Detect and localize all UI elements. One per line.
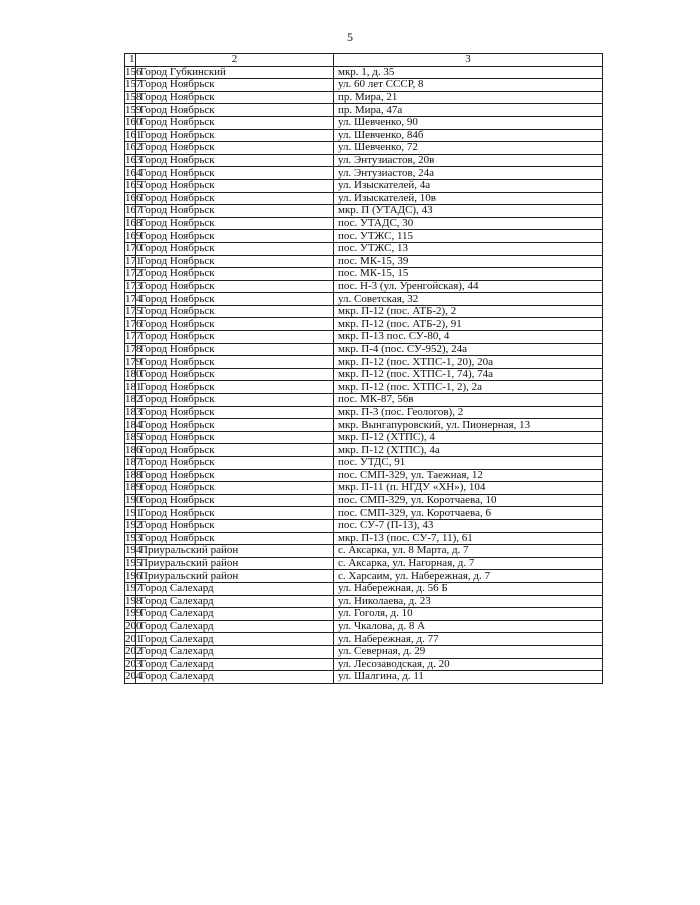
row-address: мкр. 1, д. 35 bbox=[334, 66, 603, 79]
table-header-row bbox=[125, 54, 603, 67]
row-address: пос. МК-15, 39 bbox=[334, 255, 603, 268]
row-address: пос. СУ-7 (П-13), 43 bbox=[334, 519, 603, 532]
row-locality: Город Ноябрьск bbox=[136, 192, 334, 205]
row-number: 181 bbox=[125, 380, 142, 393]
row-locality: Город Ноябрьск bbox=[136, 519, 334, 532]
table-row bbox=[125, 582, 603, 595]
row-address: ул. Гоголя, д. 10 bbox=[334, 608, 603, 621]
row-number: 178 bbox=[125, 342, 142, 355]
row-address: мкр. П-12 (пос. ХТПС-1, 2), 2а bbox=[334, 381, 603, 394]
row-locality: Город Ноябрьск bbox=[136, 343, 334, 356]
row-number: 175 bbox=[125, 305, 142, 318]
row-address: пр. Мира, 21 bbox=[334, 91, 603, 104]
row-address: с. Аксарка, ул. Нагорная, д. 7 bbox=[334, 557, 603, 570]
row-address: ул. Набережная, д. 77 bbox=[334, 633, 603, 646]
row-number: 166 bbox=[125, 191, 142, 204]
table-row bbox=[125, 595, 603, 608]
row-address: с. Аксарка, ул. 8 Марта, д. 7 bbox=[334, 545, 603, 558]
table-row bbox=[125, 519, 603, 532]
row-number: 184 bbox=[125, 418, 142, 431]
row-locality: Город Ноябрьск bbox=[136, 217, 334, 230]
row-locality: Город Ноябрьск bbox=[136, 469, 334, 482]
table-row bbox=[125, 154, 603, 167]
table-row bbox=[125, 205, 603, 218]
table-row bbox=[125, 381, 603, 394]
table-row bbox=[125, 142, 603, 155]
row-locality: Город Ноябрьск bbox=[136, 104, 334, 117]
row-locality: Город Ноябрьск bbox=[136, 167, 334, 180]
table-row bbox=[125, 343, 603, 356]
row-address: пос. МК-15, 15 bbox=[334, 268, 603, 281]
row-address: пос. СМП-329, ул. Коротчаева, 6 bbox=[334, 507, 603, 520]
row-address: пос. Н-3 (ул. Уренгойская), 44 bbox=[334, 280, 603, 293]
row-address: ул. Лесозаводская, д. 20 bbox=[334, 658, 603, 671]
row-locality: Город Ноябрьск bbox=[136, 230, 334, 243]
row-locality: Приуральский район bbox=[136, 545, 334, 558]
row-locality: Город Салехард bbox=[136, 645, 334, 658]
row-number: 169 bbox=[125, 229, 142, 242]
row-address: мкр. П-13 (пос. СУ-7, 11), 61 bbox=[334, 532, 603, 545]
row-address: с. Харсаим, ул. Набережная, д. 7 bbox=[334, 570, 603, 583]
table-body bbox=[125, 66, 603, 683]
row-locality: Город Ноябрьск bbox=[136, 482, 334, 495]
row-locality: Город Салехард bbox=[136, 595, 334, 608]
row-number: 200 bbox=[125, 620, 142, 633]
row-locality: Город Ноябрьск bbox=[136, 318, 334, 331]
table-row bbox=[125, 331, 603, 344]
row-locality: Город Ноябрьск bbox=[136, 381, 334, 394]
table-row bbox=[125, 368, 603, 381]
row-number: 157 bbox=[125, 78, 142, 91]
column-header-address: 3 bbox=[334, 54, 603, 67]
row-locality: Город Ноябрьск bbox=[136, 280, 334, 293]
table-row bbox=[125, 658, 603, 671]
row-number: 185 bbox=[125, 431, 142, 444]
row-number: 199 bbox=[125, 607, 142, 620]
row-number: 180 bbox=[125, 368, 142, 381]
row-number: 198 bbox=[125, 594, 142, 607]
row-locality: Город Ноябрьск bbox=[136, 205, 334, 218]
row-number: 165 bbox=[125, 179, 142, 192]
row-locality: Город Салехард bbox=[136, 582, 334, 595]
row-number: 201 bbox=[125, 632, 142, 645]
row-number: 168 bbox=[125, 217, 142, 230]
row-locality: Город Ноябрьск bbox=[136, 507, 334, 520]
row-address: пос. СМП-329, ул. Таежная, 12 bbox=[334, 469, 603, 482]
row-address: мкр. П-12 (пос. ХТПС-1, 20), 20а bbox=[334, 356, 603, 369]
table-row bbox=[125, 633, 603, 646]
row-address: ул. Шевченко, 84б bbox=[334, 129, 603, 142]
table-row bbox=[125, 230, 603, 243]
row-locality: Приуральский район bbox=[136, 557, 334, 570]
row-address: мкр. П-13 пос. СУ-80, 4 bbox=[334, 331, 603, 344]
page-number: 5 bbox=[347, 30, 353, 44]
row-address: ул. Николаева, д. 23 bbox=[334, 595, 603, 608]
table-row bbox=[125, 356, 603, 369]
row-locality: Город Ноябрьск bbox=[136, 431, 334, 444]
row-number: 196 bbox=[125, 569, 142, 582]
row-address: ул. Энтузиастов, 24а bbox=[334, 167, 603, 180]
table-row bbox=[125, 406, 603, 419]
row-locality: Город Ноябрьск bbox=[136, 255, 334, 268]
row-locality: Город Ноябрьск bbox=[136, 368, 334, 381]
row-address: ул. Северная, д. 29 bbox=[334, 645, 603, 658]
row-locality: Город Ноябрьск bbox=[136, 457, 334, 470]
table-row bbox=[125, 104, 603, 117]
row-address: пр. Мира, 47а bbox=[334, 104, 603, 117]
table-row bbox=[125, 280, 603, 293]
table-row bbox=[125, 293, 603, 306]
row-locality: Город Ноябрьск bbox=[136, 142, 334, 155]
row-address: пос. УТДС, 91 bbox=[334, 457, 603, 470]
table-row bbox=[125, 167, 603, 180]
row-locality: Город Салехард bbox=[136, 633, 334, 646]
table-row bbox=[125, 457, 603, 470]
table-row bbox=[125, 394, 603, 407]
table-row bbox=[125, 255, 603, 268]
row-locality: Город Ноябрьск bbox=[136, 129, 334, 142]
row-locality: Город Салехард bbox=[136, 608, 334, 621]
row-locality: Приуральский район bbox=[136, 570, 334, 583]
row-address: мкр. П (УТАДС), 43 bbox=[334, 205, 603, 218]
row-address: мкр. П-4 (пос. СУ-952), 24а bbox=[334, 343, 603, 356]
row-number: 186 bbox=[125, 443, 142, 456]
row-address: пос. СМП-329, ул. Коротчаева, 10 bbox=[334, 494, 603, 507]
table-row bbox=[125, 268, 603, 281]
table-row bbox=[125, 545, 603, 558]
row-number: 187 bbox=[125, 456, 142, 469]
table-row bbox=[125, 671, 603, 684]
row-locality: Город Ноябрьск bbox=[136, 79, 334, 92]
row-locality: Город Ноябрьск bbox=[136, 293, 334, 306]
row-number: 197 bbox=[125, 582, 142, 595]
table-row bbox=[125, 419, 603, 432]
row-locality: Город Ноябрьск bbox=[136, 91, 334, 104]
row-number: 172 bbox=[125, 267, 142, 280]
row-number: 202 bbox=[125, 645, 142, 658]
row-number: 156 bbox=[125, 65, 142, 78]
row-address: мкр. П-12 (ХТПС), 4а bbox=[334, 444, 603, 457]
row-number: 190 bbox=[125, 494, 142, 507]
row-number: 189 bbox=[125, 481, 142, 494]
table-row bbox=[125, 444, 603, 457]
table-row bbox=[125, 179, 603, 192]
row-address: пос. УТЖС, 115 bbox=[334, 230, 603, 243]
row-address: ул. Изыскателей, 10в bbox=[334, 192, 603, 205]
row-number: 193 bbox=[125, 531, 142, 544]
table-row bbox=[125, 507, 603, 520]
address-table bbox=[124, 53, 603, 684]
row-number: 162 bbox=[125, 141, 142, 154]
table-row bbox=[125, 116, 603, 129]
row-number: 195 bbox=[125, 557, 142, 570]
row-number: 177 bbox=[125, 330, 142, 343]
row-address: ул. Чкалова, д. 8 А bbox=[334, 620, 603, 633]
row-number: 158 bbox=[125, 91, 142, 104]
table-row bbox=[125, 482, 603, 495]
row-number: 174 bbox=[125, 292, 142, 305]
table-row bbox=[125, 242, 603, 255]
row-address: пос. МК-87, 56в bbox=[334, 394, 603, 407]
table-row bbox=[125, 217, 603, 230]
table-row bbox=[125, 469, 603, 482]
row-locality: Город Ноябрьск bbox=[136, 116, 334, 129]
table-row bbox=[125, 494, 603, 507]
row-address: ул. Шевченко, 72 bbox=[334, 142, 603, 155]
row-address: мкр. Вынгапуровский, ул. Пионерная, 13 bbox=[334, 419, 603, 432]
row-address: мкр. П-3 (пос. Геологов), 2 bbox=[334, 406, 603, 419]
row-locality: Город Губкинский bbox=[136, 66, 334, 79]
row-number: 170 bbox=[125, 242, 142, 255]
row-address: ул. Шевченко, 90 bbox=[334, 116, 603, 129]
row-address: ул. Набережная, д. 56 Б bbox=[334, 582, 603, 595]
table-row bbox=[125, 645, 603, 658]
row-locality: Город Ноябрьск bbox=[136, 419, 334, 432]
row-number: 191 bbox=[125, 506, 142, 519]
row-number: 163 bbox=[125, 154, 142, 167]
table-row bbox=[125, 620, 603, 633]
row-number: 192 bbox=[125, 519, 142, 532]
table-row bbox=[125, 318, 603, 331]
table-row bbox=[125, 557, 603, 570]
table-row bbox=[125, 79, 603, 92]
row-locality: Город Ноябрьск bbox=[136, 394, 334, 407]
row-address: мкр. П-12 (ХТПС), 4 bbox=[334, 431, 603, 444]
table-row bbox=[125, 431, 603, 444]
row-number: 173 bbox=[125, 279, 142, 292]
table-row bbox=[125, 532, 603, 545]
row-number: 183 bbox=[125, 405, 142, 418]
row-locality: Город Ноябрьск bbox=[136, 268, 334, 281]
row-number: 188 bbox=[125, 468, 142, 481]
row-locality: Город Ноябрьск bbox=[136, 494, 334, 507]
row-number: 203 bbox=[125, 657, 142, 670]
row-address: пос. УТАДС, 30 bbox=[334, 217, 603, 230]
row-locality: Город Салехард bbox=[136, 671, 334, 684]
row-address: мкр. П-12 (пос. ХТПС-1, 74), 74а bbox=[334, 368, 603, 381]
row-locality: Город Салехард bbox=[136, 620, 334, 633]
row-address: ул. Шалгина, д. 11 bbox=[334, 671, 603, 684]
row-address: мкр. П-12 (пос. АТБ-2), 2 bbox=[334, 305, 603, 318]
table-row bbox=[125, 570, 603, 583]
row-number: 164 bbox=[125, 166, 142, 179]
table-row bbox=[125, 305, 603, 318]
row-locality: Город Ноябрьск bbox=[136, 331, 334, 344]
row-number: 171 bbox=[125, 254, 142, 267]
row-address: мкр. П-12 (пос. АТБ-2), 91 bbox=[334, 318, 603, 331]
row-locality: Город Ноябрьск bbox=[136, 444, 334, 457]
row-locality: Город Ноябрьск bbox=[136, 406, 334, 419]
row-address: ул. Советская, 32 bbox=[334, 293, 603, 306]
table-row bbox=[125, 192, 603, 205]
column-header-locality: 2 bbox=[136, 54, 334, 67]
row-number: 160 bbox=[125, 116, 142, 129]
row-locality: Город Ноябрьск bbox=[136, 532, 334, 545]
row-locality: Город Ноябрьск bbox=[136, 154, 334, 167]
table-row bbox=[125, 66, 603, 79]
row-address: пос. УТЖС, 13 bbox=[334, 242, 603, 255]
row-number: 179 bbox=[125, 355, 142, 368]
row-number: 182 bbox=[125, 393, 142, 406]
row-address: ул. Изыскателей, 4а bbox=[334, 179, 603, 192]
row-number: 161 bbox=[125, 128, 142, 141]
row-address: ул. 60 лет СССР, 8 bbox=[334, 79, 603, 92]
table-row bbox=[125, 91, 603, 104]
row-locality: Город Ноябрьск bbox=[136, 179, 334, 192]
row-locality: Город Ноябрьск bbox=[136, 356, 334, 369]
row-number: 204 bbox=[125, 670, 142, 683]
row-locality: Город Салехард bbox=[136, 658, 334, 671]
row-number: 159 bbox=[125, 103, 142, 116]
column-header-number: 1 bbox=[125, 54, 136, 67]
row-locality: Город Ноябрьск bbox=[136, 305, 334, 318]
table-row bbox=[125, 129, 603, 142]
row-locality: Город Ноябрьск bbox=[136, 242, 334, 255]
row-address: мкр. П-11 (п. НГДУ «ХН»), 104 bbox=[334, 482, 603, 495]
row-number: 167 bbox=[125, 204, 142, 217]
row-number: 194 bbox=[125, 544, 142, 557]
row-address: ул. Энтузиастов, 20в bbox=[334, 154, 603, 167]
row-number: 176 bbox=[125, 317, 142, 330]
table-row bbox=[125, 608, 603, 621]
